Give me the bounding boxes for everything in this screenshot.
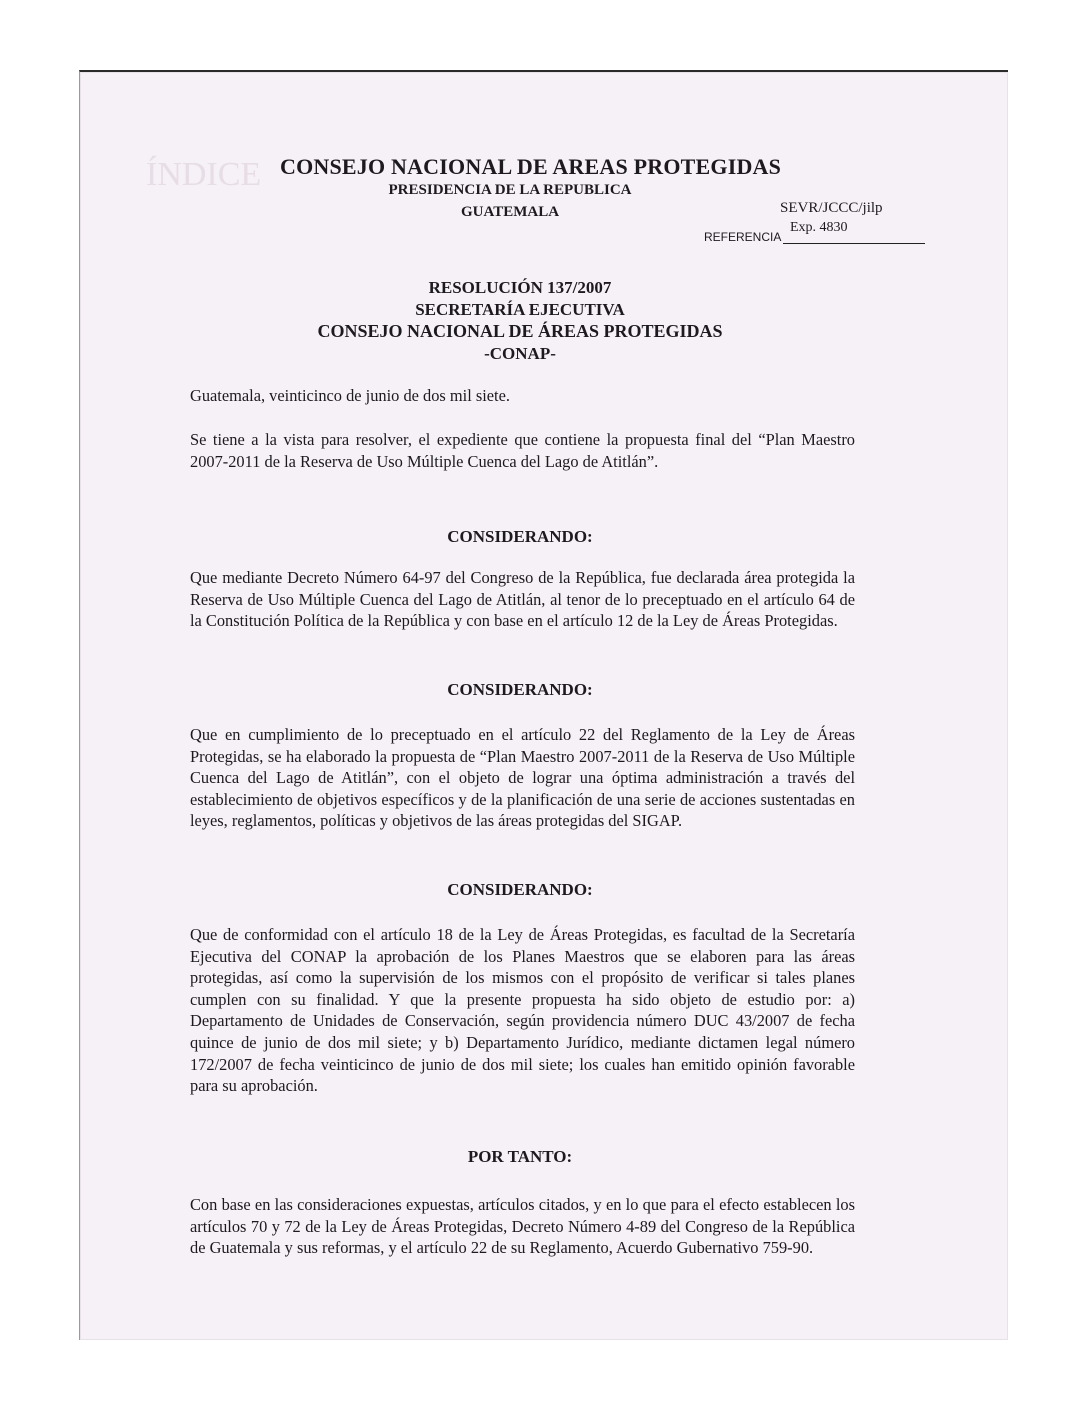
considerando-heading-3: CONSIDERANDO: — [447, 880, 593, 899]
bleed-through-index-heading: ÍNDICE — [146, 156, 262, 193]
reference-label: REFERENCIA — [704, 230, 782, 244]
resolution-council: CONSEJO NACIONAL DE ÁREAS PROTEGIDAS — [317, 321, 723, 341]
considerando-paragraph-3: Que de conformidad con el artículo 18 de la Ley de Áreas Protegidas, es facultad de la Secretaría Ejecutiva del CONAP la aprobación de los Planes Maestros que se elaboren para las áreas protegidas, así como la supervisión de los mismos con el propósito de verificar si tales planes cumplen con su finalidad. Y que la presente propuesta ha sido objeto de estudio por: a) Departamento de Unidades de Conservación, según providencia número DUC 43/2007 de fecha quince de junio de dos mil siete; y b) Departamento Jurídico, mediante dictamen legal número 172/2007 de fecha veinticinco de junio de dos mil siete; los cuales han emitido opinión favorable para su aprobación. — [190, 925, 855, 1096]
document-page — [79, 70, 1008, 1340]
expediente-number: Exp. 4830 — [790, 220, 848, 235]
header-organization: CONSEJO NACIONAL DE AREAS PROTEGIDAS — [280, 154, 782, 179]
reference-underline — [783, 243, 925, 244]
por-tanto-heading: POR TANTO: — [467, 1147, 573, 1166]
resolution-acronym: -CONAP- — [484, 344, 556, 363]
date-paragraph: Guatemala, veinticinco de junio de dos mil siete. — [190, 386, 510, 405]
por-tanto-paragraph: Con base en las consideraciones expuestas, artículos citados, y en lo que para el efecto establecen los artículos 70 y 72 de la Ley de Áreas Protegidas, Decreto Número 4-89 del Congreso de la República de Guatemala y sus reformas, y el artículo 22 de su Reglamento, Acuerdo Gubernativo 759-90. — [190, 1195, 855, 1258]
reference-field — [704, 230, 930, 244]
header-country: GUATEMALA — [460, 204, 560, 220]
reference-code: SEVR/JCCC/jilp — [780, 200, 883, 216]
resolution-issuer: SECRETARÍA EJECUTIVA — [415, 300, 625, 319]
header-department: PRESIDENCIA DE LA REPUBLICA — [388, 182, 632, 198]
considerando-heading-1: CONSIDERANDO: — [447, 527, 593, 546]
considerando-paragraph-2: Que en cumplimiento de lo preceptuado en el artículo 22 del Reglamento de la Ley de Áreas Protegidas, se ha elaborado la propuesta de “Plan Maestro 2007-2011 de la Reserva de Uso Múltiple Cuenca del Lago de Atitlán”, con el objeto de lograr una óptima administración a través del establecimiento de objetivos específicos y de la planificación de una serie de acciones sustentadas en leyes, reglamentos, políticas y objetivos de las áreas protegidas del SIGAP. — [190, 725, 855, 831]
considerando-paragraph-1: Que mediante Decreto Número 64-97 del Congreso de la República, fue declarada área protegida la Reserva de Uso Múltiple Cuenca del Lago de Atitlán, al tenor de lo preceptuado en el artículo 64 de la Constitución Política de la República y con base en el artículo 12 de la Ley de Áreas Protegidas. — [190, 568, 855, 631]
resolution-number: RESOLUCIÓN 137/2007 — [428, 278, 612, 297]
intro-paragraph: Se tiene a la vista para resolver, el expediente que contiene la propuesta final del “Plan Maestro 2007-2011 de la Reserva de Uso Múltiple Cuenca del Lago de Atitlán”. — [190, 430, 855, 471]
considerando-heading-2: CONSIDERANDO: — [447, 680, 593, 699]
